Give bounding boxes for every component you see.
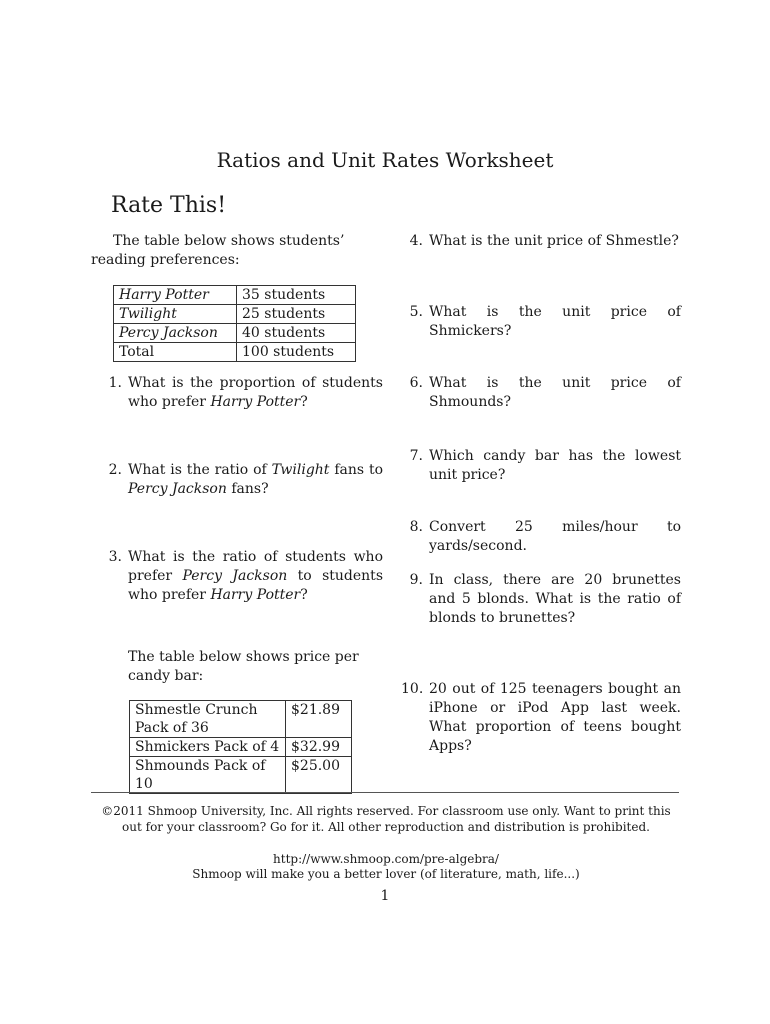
question-1: 1. What is the proportion of students who prefer Harry Potter? bbox=[108, 375, 383, 410]
reading-intro: The table below shows students’ reading preferences: bbox=[91, 233, 345, 268]
question-4: 4. What is the unit price of Shmestle? bbox=[409, 233, 679, 249]
price-cell: $32.99 bbox=[286, 738, 352, 757]
candy-intro: The table below shows price per candy bar: bbox=[128, 649, 359, 684]
question-2: 2. What is the ratio of Twilight fans to Percy Jackson fans? bbox=[108, 462, 383, 497]
question-3: 3. What is the ratio of students who prefer Percy Jackson to students who prefer Harry Potter? bbox=[108, 549, 383, 603]
count-cell: 100 students bbox=[237, 343, 356, 362]
count-cell: 25 students bbox=[237, 305, 356, 324]
question-7: 7. Which candy bar has the lowest unit price? bbox=[409, 448, 681, 483]
table-row bbox=[130, 701, 352, 738]
reading-preferences-table bbox=[113, 285, 356, 362]
page-title: Ratios and Unit Rates Worksheet bbox=[216, 148, 554, 172]
item-cell: Shmestle Crunch Pack of 36 bbox=[130, 701, 286, 738]
item-cell: Shmounds Pack of 10 bbox=[130, 757, 286, 794]
copyright-notice: ©2011 Shmoop University, Inc. All rights reserved. For classroom use only. Want to print this out for your classroom? Go for it. All other reproduction and distribution is prohibited. bbox=[101, 804, 671, 834]
question-9: 9. In class, there are 20 brunettes and 5 blonds. What is the ratio of blonds to brunettes? bbox=[409, 572, 681, 626]
price-cell: $25.00 bbox=[286, 757, 352, 794]
copyright-icon: © bbox=[101, 804, 114, 818]
book-cell: Harry Potter bbox=[114, 286, 237, 305]
table-row bbox=[114, 286, 356, 305]
table-row bbox=[114, 324, 356, 343]
table-row bbox=[130, 757, 352, 794]
question-10: 10. 20 out of 125 teenagers bought an iPhone or iPod App last week. What proportion of teens bought Apps? bbox=[401, 681, 681, 754]
footer-url[interactable]: http://www.shmoop.com/pre-algebra/ bbox=[273, 852, 499, 866]
section-heading: Rate This! bbox=[111, 193, 227, 218]
table-row bbox=[130, 738, 352, 757]
table-row bbox=[114, 305, 356, 324]
price-cell: $21.89 bbox=[286, 701, 352, 738]
question-5: 5. What is the unit price of Shmickers? bbox=[409, 304, 681, 339]
candy-price-table bbox=[129, 700, 352, 794]
question-8: 8. Convert 25 miles/hour to yards/second. bbox=[409, 519, 681, 554]
page-number: 1 bbox=[380, 888, 390, 904]
book-cell: Twilight bbox=[114, 305, 237, 324]
book-cell: Percy Jackson bbox=[114, 324, 237, 343]
book-cell: Total bbox=[114, 343, 237, 362]
footer-tagline: Shmoop will make you a better lover (of literature, math, life...) bbox=[192, 867, 580, 881]
footer-divider bbox=[91, 792, 679, 793]
table-row bbox=[114, 343, 356, 362]
count-cell: 40 students bbox=[237, 324, 356, 343]
question-6: 6. What is the unit price of Shmounds? bbox=[409, 375, 681, 410]
item-cell: Shmickers Pack of 4 bbox=[130, 738, 286, 757]
count-cell: 35 students bbox=[237, 286, 356, 305]
